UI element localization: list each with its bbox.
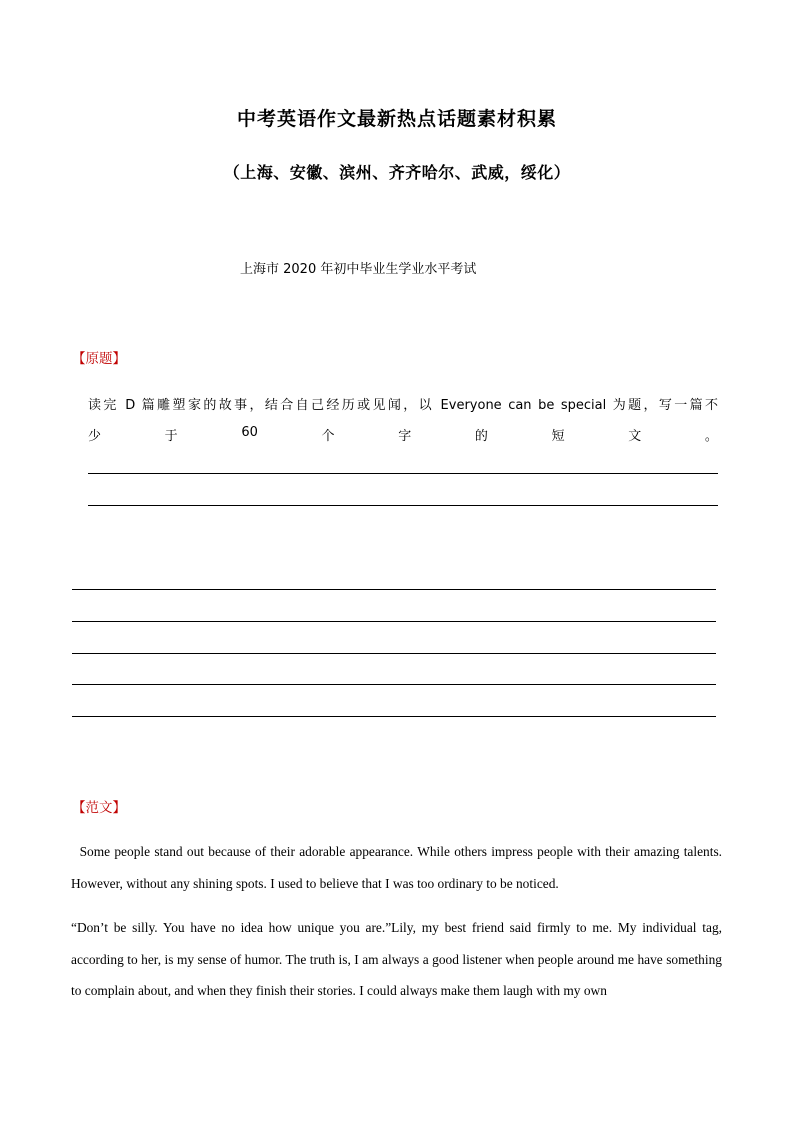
sample-essay-label: 【范文】: [72, 800, 126, 816]
writing-line: [88, 505, 718, 506]
prompt-char: 于: [164, 429, 178, 444]
writing-line: [72, 653, 716, 654]
prompt-char: 文: [628, 429, 642, 444]
sample-paragraph-2: “Don’t be silly. You have no idea how unique you are.”Lily, my best friend said firmly to me. My individual tag, according to her, is my sense of humor. The truth is, I am always a good listener when people around me have something to complain about, and when they finish their stories. I could always make them laugh with my own: [71, 920, 722, 998]
writing-line: [88, 473, 718, 474]
writing-line: [72, 716, 716, 717]
question-label: 【原题】: [72, 351, 126, 367]
document-subtitle: （上海、安徽、滨州、齐齐哈尔、武威，绥化）: [223, 163, 571, 182]
exam-name: 上海市 2020 年初中毕业生学业水平考试: [240, 262, 477, 277]
writing-line: [72, 621, 716, 622]
prompt-char: 60: [241, 425, 258, 440]
question-prompt-line-1: 读完 D 篇雕塑家的故事，结合自己经历或见闻，以 Everyone can be special 为题，写一篇不: [88, 398, 718, 413]
prompt-char: 个: [321, 429, 335, 444]
writing-line: [72, 684, 716, 685]
writing-line: [72, 589, 716, 590]
prompt-char: 的: [474, 429, 488, 444]
document-title: 中考英语作文最新热点话题素材积累: [236, 108, 557, 130]
prompt-char: 短: [551, 429, 565, 444]
question-prompt-line-2: [88, 425, 718, 444]
prompt-char: 。: [704, 429, 718, 444]
sample-paragraph-1: Some people stand out because of their adorable appearance. While others impress people with their amazing talents. However, without any shining spots. I used to believe that I was too ordinary to be noticed.: [71, 844, 726, 891]
prompt-char: 少: [88, 429, 102, 444]
prompt-char: 字: [398, 429, 412, 444]
